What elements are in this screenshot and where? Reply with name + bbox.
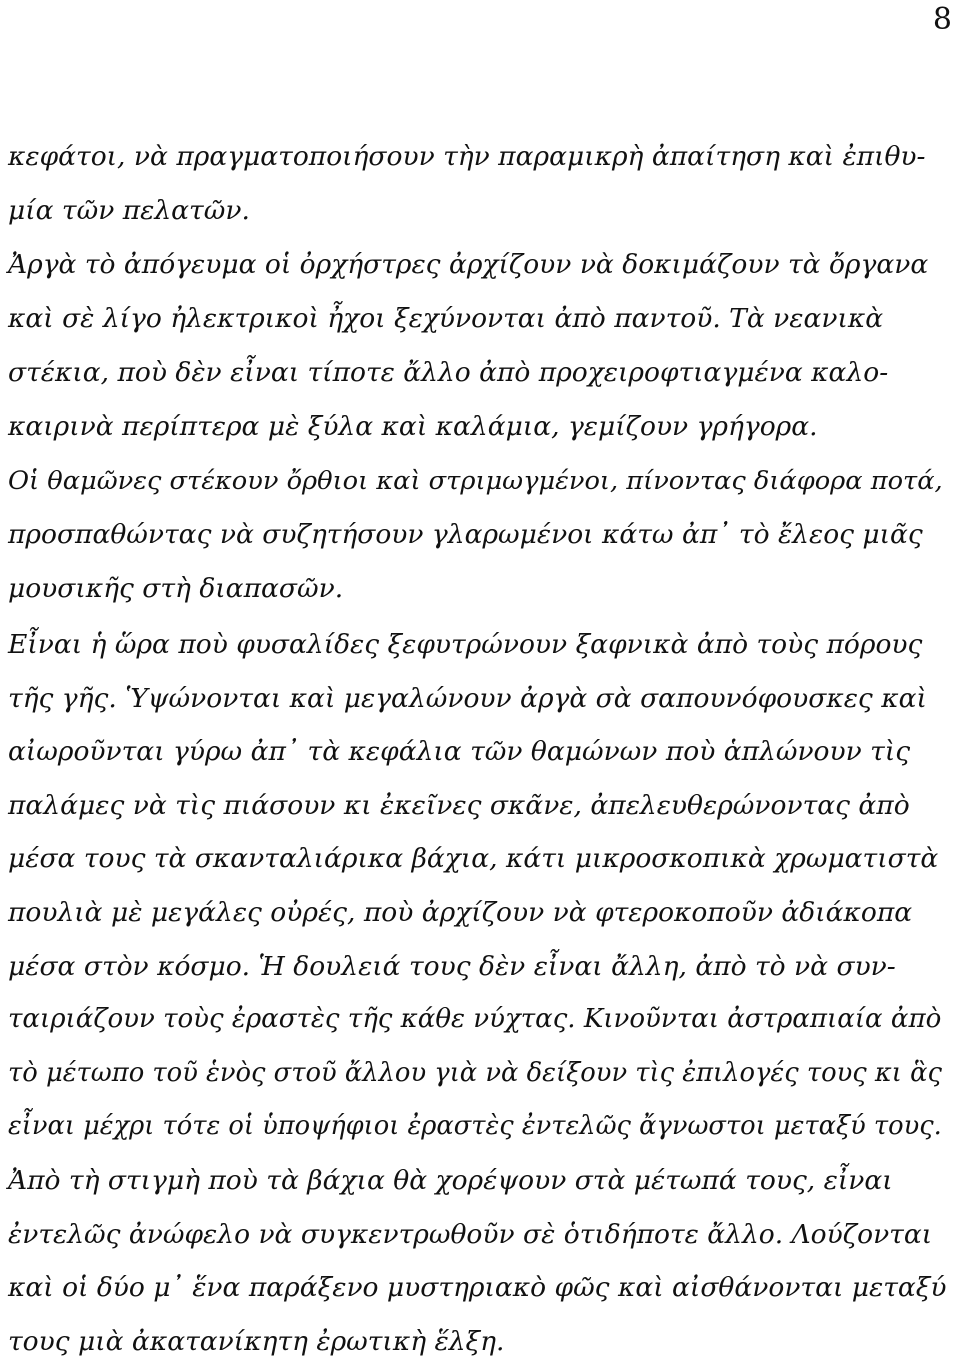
text-line: τῆς γῆς. Ὑψώνονται καὶ μεγαλώνουν ἀργὰ σὰ σαπουνόφουσκες καὶ: [8, 682, 927, 714]
text-block-1: [8, 130, 952, 616]
text-line: Εἶναι ἡ ὥρα ποὺ φυσαλίδες ξεφυτρώνουν ξαφνικὰ ἀπὸ τοὺς πόρους: [8, 629, 923, 660]
text-line: πουλιὰ μὲ μεγάλες οὐρές, ποὺ ἀρχίζουν νὰ φτεροκοποῦν ἀδιάκοπα: [8, 896, 913, 928]
text-line: Ἀργὰ τὸ ἀπόγευμα οἱ ὀρχήστρες ἀρχίζουν νὰ δοκιμάζουν τὰ ὄργανα: [8, 249, 929, 280]
text-line: μουσικῆς στὴ διαπασῶν.: [8, 573, 344, 604]
text-line: στέκια, ποὺ δὲν εἶναι τίποτε ἄλλο ἀπὸ προχειροφτιαγμένα καλο-: [8, 357, 889, 388]
text-line: καιρινὰ περίπτερα μὲ ξύλα καὶ καλάμια, γεμίζουν γρήγορα.: [8, 411, 818, 442]
text-line: κεφάτοι, νὰ πραγματοποιήσουν τὴν παραμικρὴ ἀπαίτηση καὶ ἐπιθυ-: [8, 141, 926, 172]
text-line: καὶ σὲ λίγο ἠλεκτρικοὶ ἦχοι ξεχύνονται ἀπὸ παντοῦ. Τὰ νεανικὰ: [8, 303, 884, 334]
text-line: τὸ μέτωπο τοῦ ἑνὸς στοῦ ἄλλου γιὰ νὰ δείξουν τὶς ἐπιλογές τους κι ἃς: [8, 1057, 942, 1088]
text-line: προσπαθώντας νὰ συζητήσουν γλαρωμένοι κάτω ἀπ᾽ τὸ ἔλεος μιᾶς: [8, 519, 923, 550]
text-line: καὶ οἱ δύο μ᾽ ἕνα παράξενο μυστηριακὸ φῶς καὶ αἰσθάνονται μεταξύ: [8, 1272, 947, 1304]
text-line: τους μιὰ ἀκατανίκητη ἐρωτικὴ ἕλξη.: [8, 1325, 505, 1357]
text-line: ταιριάζουν τοὺς ἐραστὲς τῆς κάθε νύχτας. Κινοῦνται ἀστραπιαία ἀπὸ: [8, 1004, 942, 1035]
text-line: εἶναι μέχρι τότε οἱ ὑποψήφιοι ἐραστὲς ἐντελῶς ἄγνωστοι μεταξύ τους.: [8, 1111, 942, 1142]
text-line: μέσα τους τὰ σκανταλιάρικα βάχια, κάτι μικροσκοπικὰ χρωματιστὰ: [8, 843, 939, 875]
text-block-2: [8, 618, 952, 1368]
page-number: 8: [932, 2, 952, 37]
text-line: Ἀπὸ τὴ στιγμὴ ποὺ τὰ βάχια θὰ χορέψουν στὰ μέτωπά τους, εἶναι: [8, 1164, 893, 1196]
text-line: παλάμες νὰ τὶς πιάσουν κι ἐκεῖνες σκᾶνε, ἀπελευθερώνοντας ἀπὸ: [8, 789, 910, 821]
text-line: Οἱ θαμῶνες στέκουν ὄρθιοι καὶ στριμωγμένοι, πίνοντας διάφορα ποτά,: [8, 466, 943, 496]
text-line: ἐντελῶς ἀνώφελο νὰ συγκεντρωθοῦν σὲ ὁτιδήποτε ἄλλο. Λούζονται: [8, 1218, 933, 1250]
text-line: μέσα στὸν κόσμο. Ἡ δουλειά τους δὲν εἶναι ἄλλη, ἀπὸ τὸ νὰ συν-: [8, 950, 896, 982]
text-line: αἰωροῦνται γύρω ἀπ᾽ τὰ κεφάλια τῶν θαμώνων ποὺ ἁπλώνουν τὶς: [8, 736, 911, 768]
text-line: μία τῶν πελατῶν.: [8, 195, 250, 226]
